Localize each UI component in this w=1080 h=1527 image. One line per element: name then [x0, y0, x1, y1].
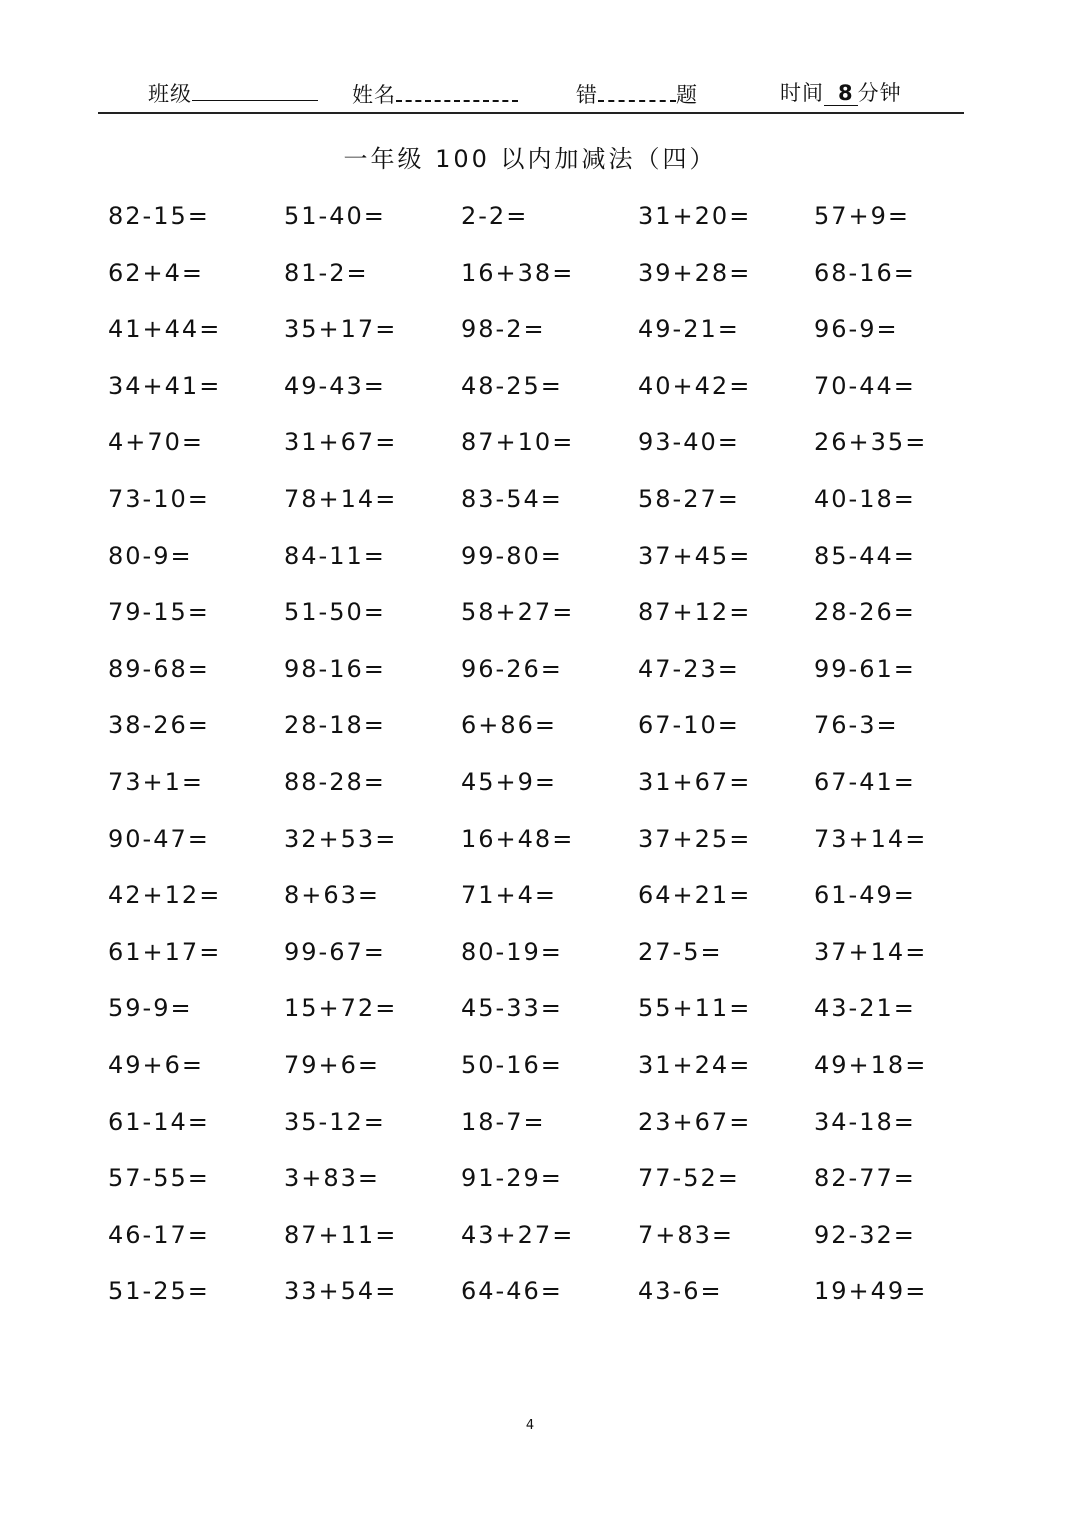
problem-item: 57-55=	[108, 1164, 210, 1193]
problem-item: 88-28=	[284, 767, 386, 796]
problem-item: 55+11=	[638, 994, 752, 1023]
problem-item: 91-29=	[461, 1164, 563, 1193]
problem-item: 99-67=	[284, 937, 386, 966]
problem-item: 50-16=	[461, 1050, 563, 1079]
problem-item: 4+70=	[108, 428, 205, 457]
problem-item: 82-77=	[814, 1164, 916, 1193]
problem-item: 59-9=	[108, 994, 193, 1023]
name-field	[352, 78, 518, 110]
problem-item: 16+48=	[461, 824, 575, 853]
problem-item: 41+44=	[108, 315, 222, 344]
problem-row	[108, 592, 988, 649]
problem-row	[108, 422, 988, 479]
problem-item: 49+18=	[814, 1050, 928, 1079]
problem-item: 2-2=	[461, 202, 529, 230]
problem-item: 34+41=	[108, 371, 222, 400]
problem-row	[108, 988, 988, 1045]
problem-item: 79+6=	[284, 1050, 381, 1079]
problem-item: 45+9=	[461, 767, 558, 796]
problem-item: 28-18=	[284, 711, 386, 740]
class-field	[148, 78, 318, 109]
problem-item: 76-3=	[814, 711, 899, 740]
problem-item: 83-54=	[461, 484, 563, 513]
problem-item: 64-46=	[461, 1277, 563, 1306]
problem-item: 96-9=	[814, 315, 899, 344]
problem-item: 28-26=	[814, 598, 916, 627]
problem-item: 62+4=	[108, 258, 205, 287]
problem-row	[108, 536, 988, 593]
time-label: 时间	[780, 81, 824, 105]
problem-item: 92-32=	[814, 1220, 916, 1249]
problem-item: 85-44=	[814, 541, 916, 570]
problem-item: 99-80=	[461, 541, 563, 570]
class-blank	[192, 78, 318, 101]
problem-item: 48-25=	[461, 371, 563, 400]
problem-item: 32+53=	[284, 824, 398, 853]
problem-item: 79-15=	[108, 598, 210, 627]
problem-item: 7+83=	[638, 1220, 735, 1249]
wrong-blank	[598, 78, 676, 102]
problem-item: 70-44=	[814, 371, 916, 400]
problem-row	[108, 1045, 988, 1102]
time-unit: 分钟	[857, 81, 902, 105]
problem-row	[108, 649, 988, 706]
problem-item: 80-9=	[108, 541, 193, 570]
problem-item: 43-21=	[814, 994, 916, 1023]
problem-item: 19+49=	[814, 1277, 928, 1306]
name-label: 姓名	[352, 83, 396, 107]
worksheet-header	[98, 78, 964, 114]
problem-item: 49-43=	[284, 371, 386, 400]
problem-item: 67-41=	[814, 767, 916, 796]
problem-item: 98-16=	[284, 654, 386, 683]
problem-item: 68-16=	[814, 258, 916, 287]
problem-item: 43-6=	[638, 1277, 723, 1306]
problem-item: 8+63=	[284, 881, 381, 910]
problem-item: 81-2=	[284, 258, 369, 287]
problem-item: 49-21=	[638, 315, 740, 344]
problem-item: 38-26=	[108, 711, 210, 740]
problem-item: 51-40=	[284, 202, 386, 230]
page-number: 4	[525, 1418, 535, 1433]
problem-item: 49+6=	[108, 1050, 205, 1079]
problem-row	[108, 819, 988, 876]
wrong-count-field	[576, 78, 698, 110]
time-field	[780, 78, 902, 108]
problem-grid	[108, 196, 988, 1328]
problem-item: 3+83=	[284, 1164, 381, 1193]
problem-item: 77-52=	[638, 1164, 740, 1193]
problem-item: 98-2=	[461, 315, 546, 344]
wrong-suffix: 题	[676, 83, 698, 107]
problem-item: 61-14=	[108, 1107, 210, 1136]
problem-item: 37+25=	[638, 824, 752, 853]
problem-item: 73+14=	[814, 824, 928, 853]
problem-row	[108, 875, 988, 932]
problem-row	[108, 1158, 988, 1215]
problem-row	[108, 705, 988, 762]
problem-item: 34-18=	[814, 1107, 916, 1136]
problem-item: 87+11=	[284, 1220, 398, 1249]
problem-item: 16+38=	[461, 258, 575, 287]
problem-item: 31+24=	[638, 1050, 752, 1079]
problem-item: 64+21=	[638, 881, 752, 910]
problem-item: 45-33=	[461, 994, 563, 1023]
problem-item: 87+10=	[461, 428, 575, 457]
problem-item: 31+67=	[638, 767, 752, 796]
problem-item: 87+12=	[638, 598, 752, 627]
problem-item: 67-10=	[638, 711, 740, 740]
problem-row	[108, 762, 988, 819]
problem-item: 26+35=	[814, 428, 928, 457]
problem-item: 47-23=	[638, 654, 740, 683]
problem-item: 6+86=	[461, 711, 558, 740]
problem-row	[108, 196, 988, 253]
problem-item: 27-5=	[638, 937, 723, 966]
problem-item: 42+12=	[108, 881, 222, 910]
problem-row	[108, 366, 988, 423]
problem-row	[108, 253, 988, 310]
problem-item: 61+17=	[108, 937, 222, 966]
problem-item: 61-49=	[814, 881, 916, 910]
problem-item: 82-15=	[108, 202, 210, 230]
class-label: 班级	[148, 82, 192, 106]
problem-item: 89-68=	[108, 654, 210, 683]
problem-row	[108, 479, 988, 536]
problem-item: 93-40=	[638, 428, 740, 457]
problem-item: 46-17=	[108, 1220, 210, 1249]
problem-row	[108, 1271, 988, 1328]
problem-item: 73+1=	[108, 767, 205, 796]
problem-item: 57+9=	[814, 202, 911, 230]
problem-item: 39+28=	[638, 258, 752, 287]
problem-row	[108, 309, 988, 366]
problem-item: 23+67=	[638, 1107, 752, 1136]
problem-item: 58-27=	[638, 484, 740, 513]
problem-item: 51-50=	[284, 598, 386, 627]
problem-item: 51-25=	[108, 1277, 210, 1306]
time-value: 8	[824, 81, 858, 106]
problem-item: 15+72=	[284, 994, 398, 1023]
problem-item: 31+20=	[638, 202, 752, 230]
problem-item: 31+67=	[284, 428, 398, 457]
problem-item: 35+17=	[284, 315, 398, 344]
problem-item: 37+14=	[814, 937, 928, 966]
problem-item: 96-26=	[461, 654, 563, 683]
problem-item: 37+45=	[638, 541, 752, 570]
problem-item: 71+4=	[461, 881, 558, 910]
problem-item: 80-19=	[461, 937, 563, 966]
problem-item: 43+27=	[461, 1220, 575, 1249]
problem-item: 18-7=	[461, 1107, 546, 1136]
problem-row	[108, 932, 988, 989]
problem-item: 40-18=	[814, 484, 916, 513]
problem-item: 78+14=	[284, 484, 398, 513]
problem-item: 73-10=	[108, 484, 210, 513]
worksheet-title: 一年级 100 以内加减法（四）	[343, 145, 717, 173]
problem-item: 35-12=	[284, 1107, 386, 1136]
problem-item: 58+27=	[461, 598, 575, 627]
wrong-label: 错	[576, 83, 598, 107]
problem-item: 99-61=	[814, 654, 916, 683]
problem-item: 40+42=	[638, 371, 752, 400]
problem-row	[108, 1215, 988, 1272]
name-blank	[396, 78, 518, 102]
problem-item: 84-11=	[284, 541, 386, 570]
problem-row	[108, 1102, 988, 1159]
problem-item: 90-47=	[108, 824, 210, 853]
problem-item: 33+54=	[284, 1277, 398, 1306]
